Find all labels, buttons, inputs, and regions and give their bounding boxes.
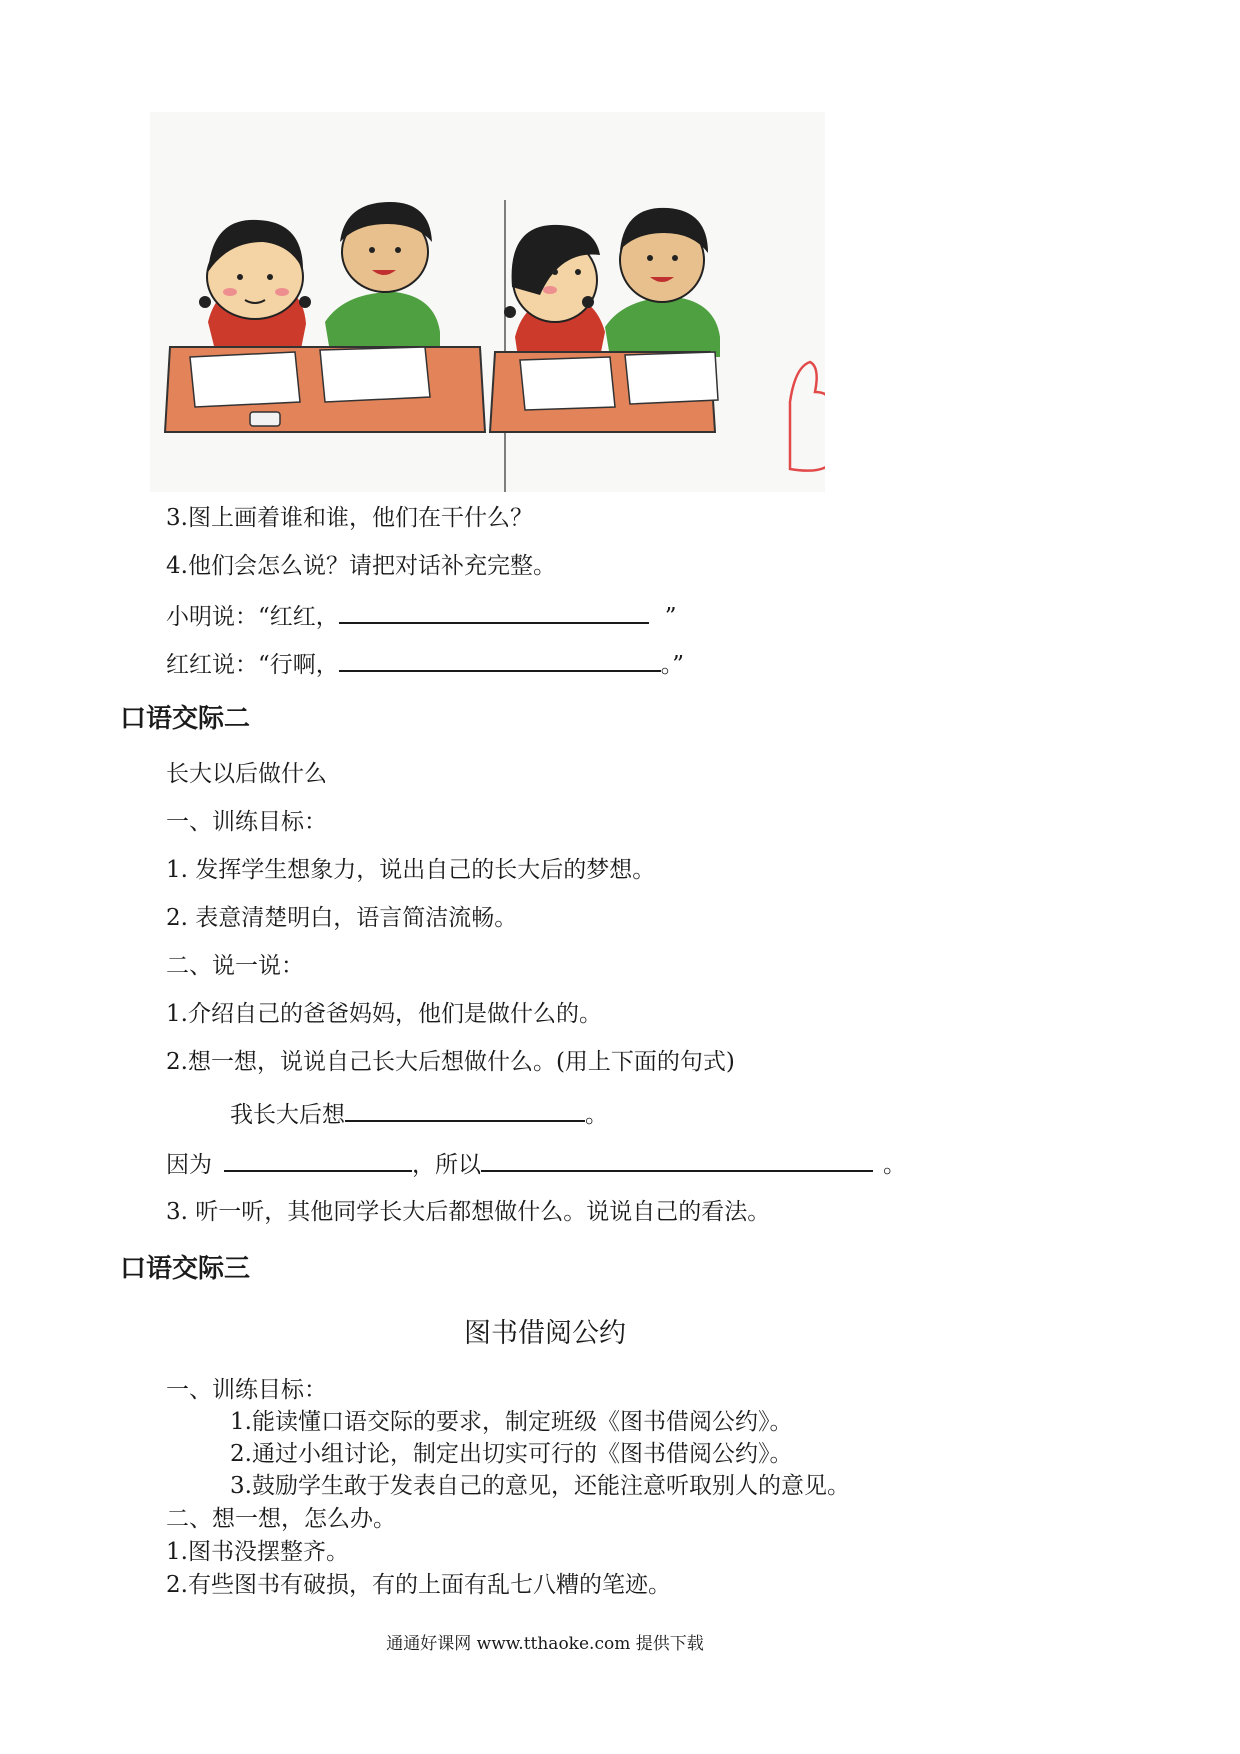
answer-blank-so[interactable] <box>481 1146 873 1172</box>
answer-blank-dream[interactable] <box>345 1096 585 1122</box>
dialog-honghong <box>166 646 684 681</box>
answer-blank-because[interactable] <box>224 1146 412 1172</box>
section2-item-2: 2.想一想，说说自己长大后想做什么。(用上下面的句式) <box>166 1049 735 1075</box>
children-illustration <box>150 112 825 492</box>
dialog-xiaoming <box>166 598 677 633</box>
section3-title: 图书借阅公约 <box>464 1318 626 1349</box>
sentence-pattern-2-suffix: 。 <box>883 1152 906 1178</box>
dialog-xiaoming-prefix: 小明说：“红红， <box>166 604 339 630</box>
dialog-xiaoming-suffix: ” <box>664 604 677 630</box>
answer-blank-honghong[interactable] <box>339 646 661 672</box>
section2-item-3: 3. 听一听，其他同学长大后都想做什么。说说自己的看法。 <box>166 1199 771 1225</box>
girl-left <box>199 220 311 354</box>
sentence-pattern-2 <box>166 1146 906 1181</box>
question-3: 3.图上画着谁和谁，他们在干什么？ <box>166 505 533 531</box>
section2-item-1: 1.介绍自己的爸爸妈妈，他们是做什么的。 <box>166 1001 602 1027</box>
section2-say-title: 二、说一说： <box>166 953 304 979</box>
dialog-honghong-suffix: 。” <box>660 652 685 678</box>
answer-blank-xiaoming[interactable] <box>339 598 649 624</box>
sentence-pattern-1-suffix: 。 <box>585 1102 608 1128</box>
section2-topic: 长大以后做什么 <box>166 761 327 787</box>
girl-right <box>504 225 605 357</box>
dialog-honghong-prefix: 红红说：“行啊， <box>166 652 339 678</box>
boy-left <box>325 202 440 352</box>
section3-goal-3: 3.鼓励学生敢于发表自己的意见，还能注意听取别人的意见。 <box>230 1473 850 1499</box>
boy-right <box>605 208 720 357</box>
section3-think-1: 1.图书没摆整齐。 <box>166 1539 349 1565</box>
section3-think-title: 二、想一想，怎么办。 <box>166 1506 396 1532</box>
question-4: 4.他们会怎么说？请把对话补充完整。 <box>166 553 556 579</box>
sentence-pattern-1 <box>230 1096 608 1131</box>
sentence-pattern-2-prefix: 因为 <box>166 1152 212 1178</box>
sentence-pattern-1-prefix: 我长大后想 <box>230 1102 345 1128</box>
section3-think-2: 2.有些图书有破损，有的上面有乱七八糟的笔迹。 <box>166 1572 671 1598</box>
section3-goal-2: 2.通过小组讨论，制定出切实可行的《图书借阅公约》。 <box>230 1441 793 1467</box>
illustration-children-at-desk <box>150 112 825 492</box>
section2-goal-1: 1. 发挥学生想象力，说出自己的长大后的梦想。 <box>166 857 656 883</box>
section3-heading: 口语交际三 <box>120 1254 251 1284</box>
section2-goals-title: 一、训练目标： <box>166 809 327 835</box>
section3-goals-title: 一、训练目标： <box>166 1377 327 1403</box>
sentence-pattern-2-middle: ，所以 <box>412 1152 481 1178</box>
footer-credit: 通通好课网 www.tthaoke.com 提供下载 <box>386 1634 704 1654</box>
section3-goal-1: 1.能读懂口语交际的要求，制定班级《图书借阅公约》。 <box>230 1409 793 1435</box>
section2-heading: 口语交际二 <box>120 704 251 734</box>
section2-goal-2: 2. 表意清楚明白，语言简洁流畅。 <box>166 905 518 931</box>
